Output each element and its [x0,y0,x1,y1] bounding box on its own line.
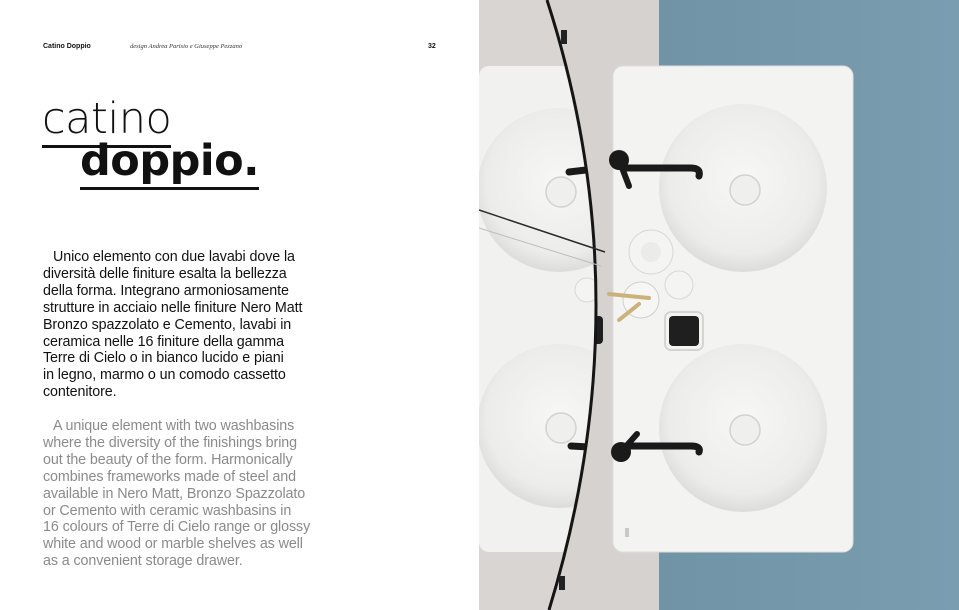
dispenser-cap [641,242,661,262]
drain-upper [730,175,760,205]
page-title-word-2: doppio. [80,136,259,190]
english-line: as a convenient storage drawer. [43,553,243,570]
description-italian [43,249,343,401]
english-line: out the beauty of the form. Harmonically [43,451,293,468]
page-title-word-1: catino [42,94,171,148]
english-line: A unique element with two washbasins [53,418,295,434]
brand-mark [625,528,629,537]
italian-line: Bronzo spazzolato e Cemento, lavabi in [43,316,292,333]
description-english [43,418,343,570]
running-header-product: Catino Doppio [43,43,91,50]
italian-line: ceramica nelle 16 finiture della gamma [43,333,284,350]
english-line: available in Nero Matt, Bronzo Spazzolato [43,485,306,502]
running-header-designers: design Andrea Parisio e Giuseppe Pezzano [130,43,243,50]
small-bottle [665,271,693,299]
italian-line: Terre di Cielo o in bianco lucido e piani [43,350,284,367]
english-line: white and wood or marble shelves as well [43,536,303,553]
left-page [0,0,479,610]
storage-box-right [669,316,699,346]
mirror-clip-top [561,30,567,44]
product-photo-page [479,0,959,610]
italian-line: diversità delle finiture esalta la bellezza [43,265,287,282]
page-title-line-1 [42,94,172,144]
english-line: where the diversity of the finishings bring [43,434,297,451]
english-line: or Cemento with ceramic washbasins in [43,502,292,519]
italian-line: strutture in acciaio nelle finiture Nero Matt [43,299,303,316]
italian-line: Unico elemento con due lavabi dove la [53,249,295,265]
page-title-line-2 [80,136,259,186]
page-number: 32 [428,43,436,50]
drain-lower [730,415,760,445]
product-photo [479,0,959,610]
english-line: combines frameworks made of steel and [43,468,296,485]
mirror-clip-bottom [559,576,565,590]
italian-line: della forma. Integrano armoniosamente [43,282,289,299]
italian-line: contenitore. [43,384,117,401]
english-line: 16 colours of Terre di Cielo range or glossy [43,519,311,536]
italian-line: in legno, marmo o un comodo cassetto [43,367,286,384]
